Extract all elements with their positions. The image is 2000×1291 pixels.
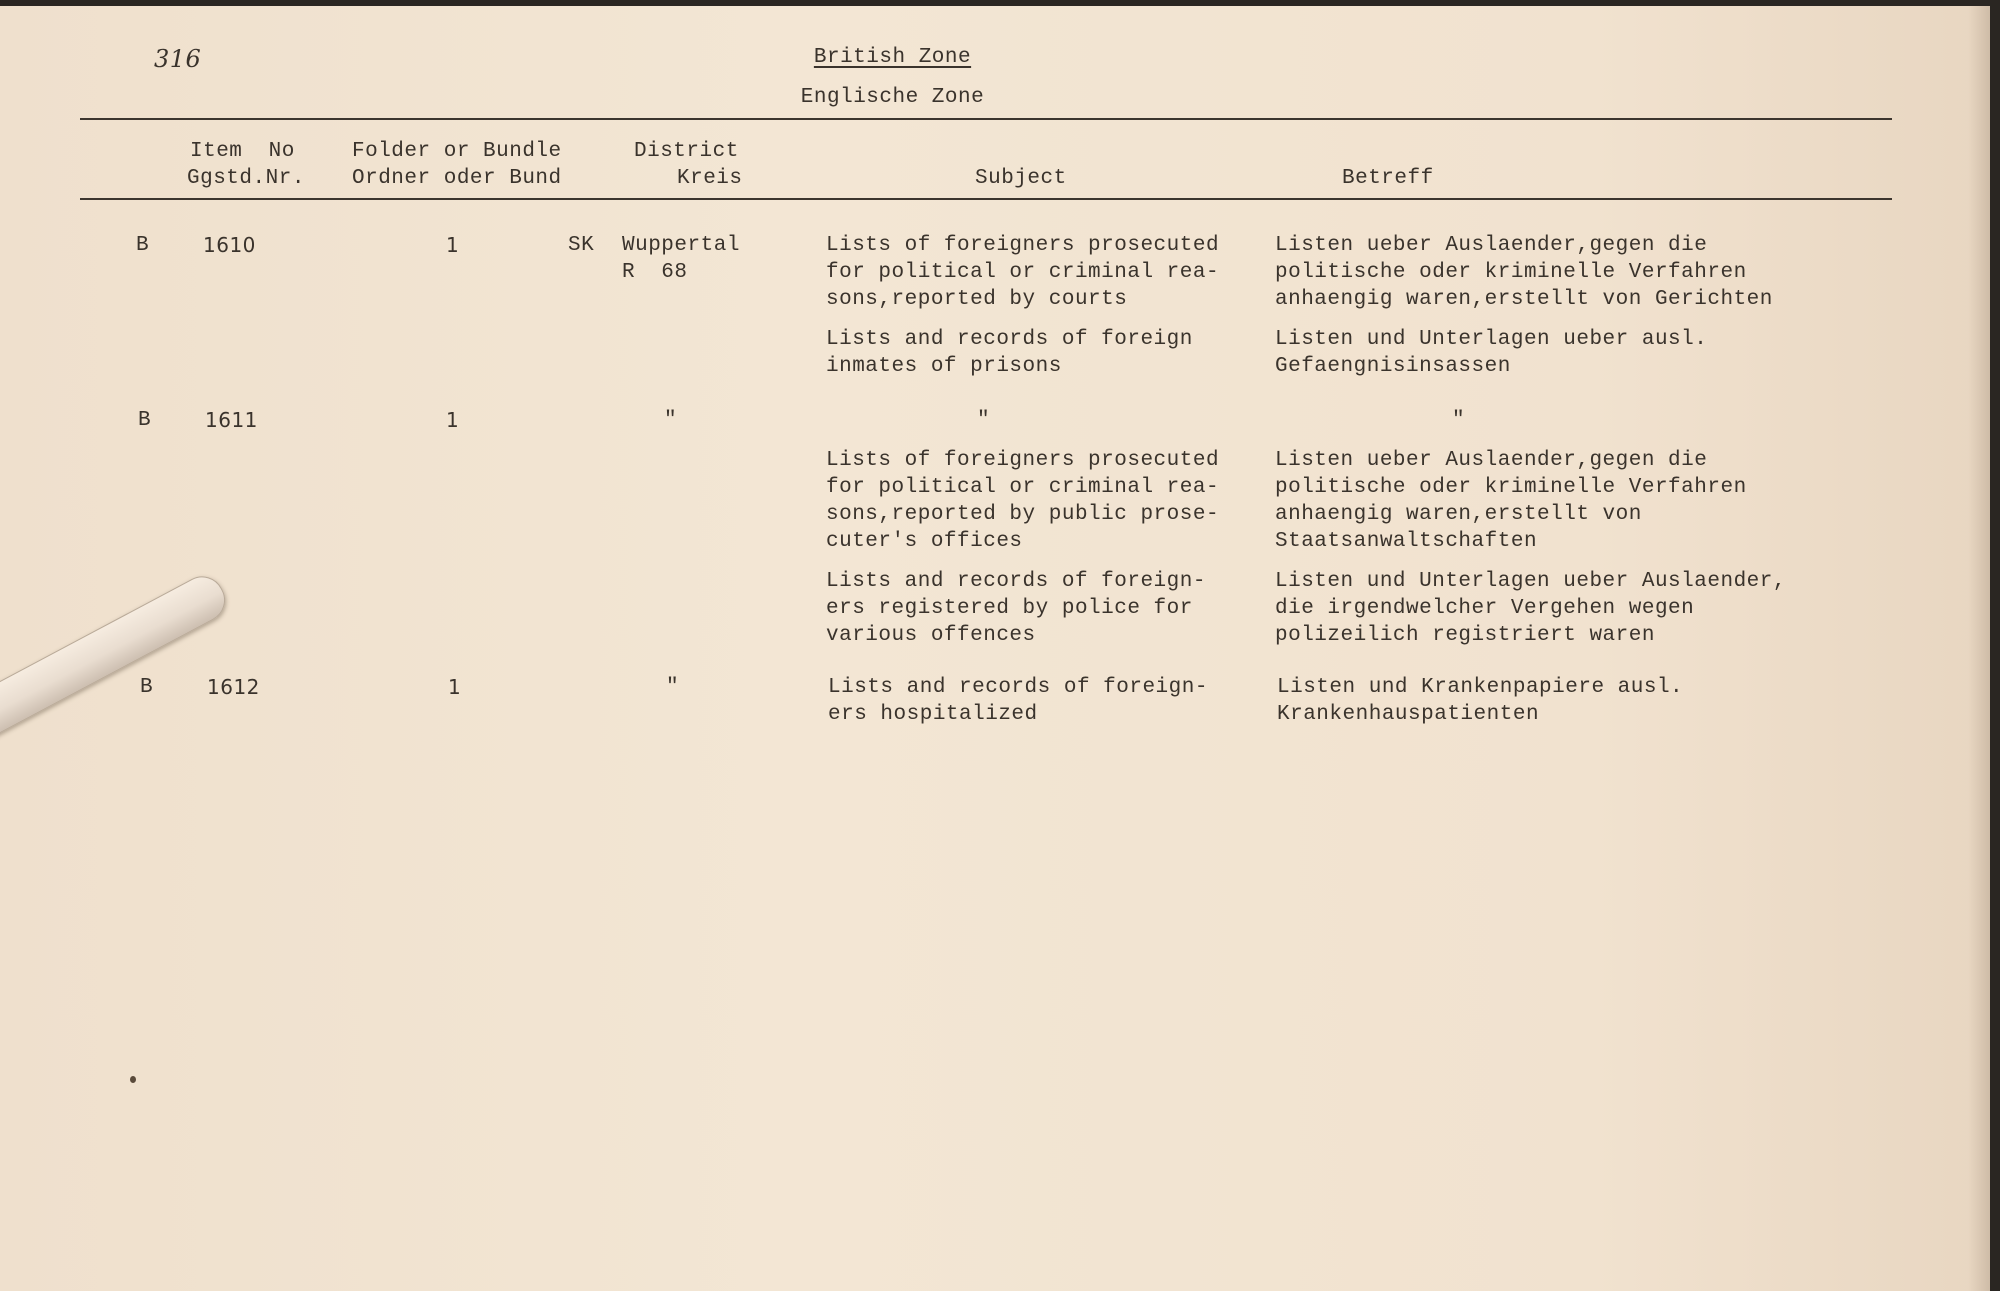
page-number: 316 (154, 45, 202, 73)
entry-betreff: Listen und Unterlagen ueber Auslaender, die irgendwelcher Vergehen wegen polizeilich registriert waren (1275, 570, 1786, 647)
ink-speck (130, 1076, 136, 1083)
entry-folder: 1 (448, 675, 462, 699)
entry-item-no: 1612 (207, 675, 260, 699)
entry-subject: Lists of foreigners prosecuted for political or criminal rea- sons,reported by courts (826, 234, 1220, 311)
header-kreis: Kreis (677, 167, 743, 190)
header-betreff: Betreff (1342, 167, 1434, 190)
entry-subject: Lists and records of foreign- ers hospitalized (828, 676, 1208, 726)
header-subject: Subject (975, 167, 1067, 190)
entry-district: Wuppertal R 68 (622, 234, 740, 284)
document-page (0, 6, 1990, 1291)
entry-prefix: B (138, 409, 152, 432)
header-bottom-rule (80, 198, 1892, 200)
header-folder: Folder or Bundle (352, 140, 562, 163)
entry-betreff: Listen und Unterlagen ueber ausl. Gefaengnisinsassen (1275, 328, 1708, 378)
entry-betreff: Listen ueber Auslaender,gegen die politische oder kriminelle Verfahren anhaengig waren,erstellt von Gerichten (1275, 234, 1773, 311)
zone-title: British Zone (813, 46, 972, 69)
entry-district-prefix: SK (568, 234, 595, 257)
entry-subject: Lists of foreigners prosecuted for political or criminal rea- sons,reported by public prose- cuter's offices (826, 449, 1220, 553)
entry-betreff: Listen ueber Auslaender,gegen die politische oder kriminelle Verfahren anhaengig waren,erstellt von Staatsanwaltschaften (1275, 449, 1747, 553)
entry-item-no: 1610 (203, 233, 256, 257)
header-top-rule (80, 118, 1892, 120)
entry-prefix: B (140, 676, 154, 699)
entry-folder: 1 (446, 233, 460, 257)
header-item-no: Item No (190, 140, 295, 163)
entry-item-no: 1611 (205, 408, 258, 432)
entry-subject: Lists and records of foreign inmates of prisons (826, 328, 1193, 378)
header-ggstd-nr: Ggstd.Nr. (187, 167, 305, 190)
entry-subject: Lists and records of foreign- ers registered by police for various offences (826, 570, 1206, 647)
entry-district-ditto: " (666, 676, 680, 699)
entry-betreff: Listen und Krankenpapiere ausl. Krankenhauspatienten (1277, 676, 1684, 726)
header-ordner: Ordner oder Bund (352, 167, 562, 190)
entry-prefix: B (136, 234, 150, 257)
entry-district-ditto: " (664, 409, 678, 432)
zone-subtitle: Englische Zone (800, 86, 985, 109)
entry-folder: 1 (446, 408, 460, 432)
entry-subject-ditto: " (977, 409, 991, 432)
entry-betreff-ditto: " (1452, 409, 1466, 432)
page-pointer-tab (0, 569, 233, 780)
header-district: District (634, 140, 739, 163)
